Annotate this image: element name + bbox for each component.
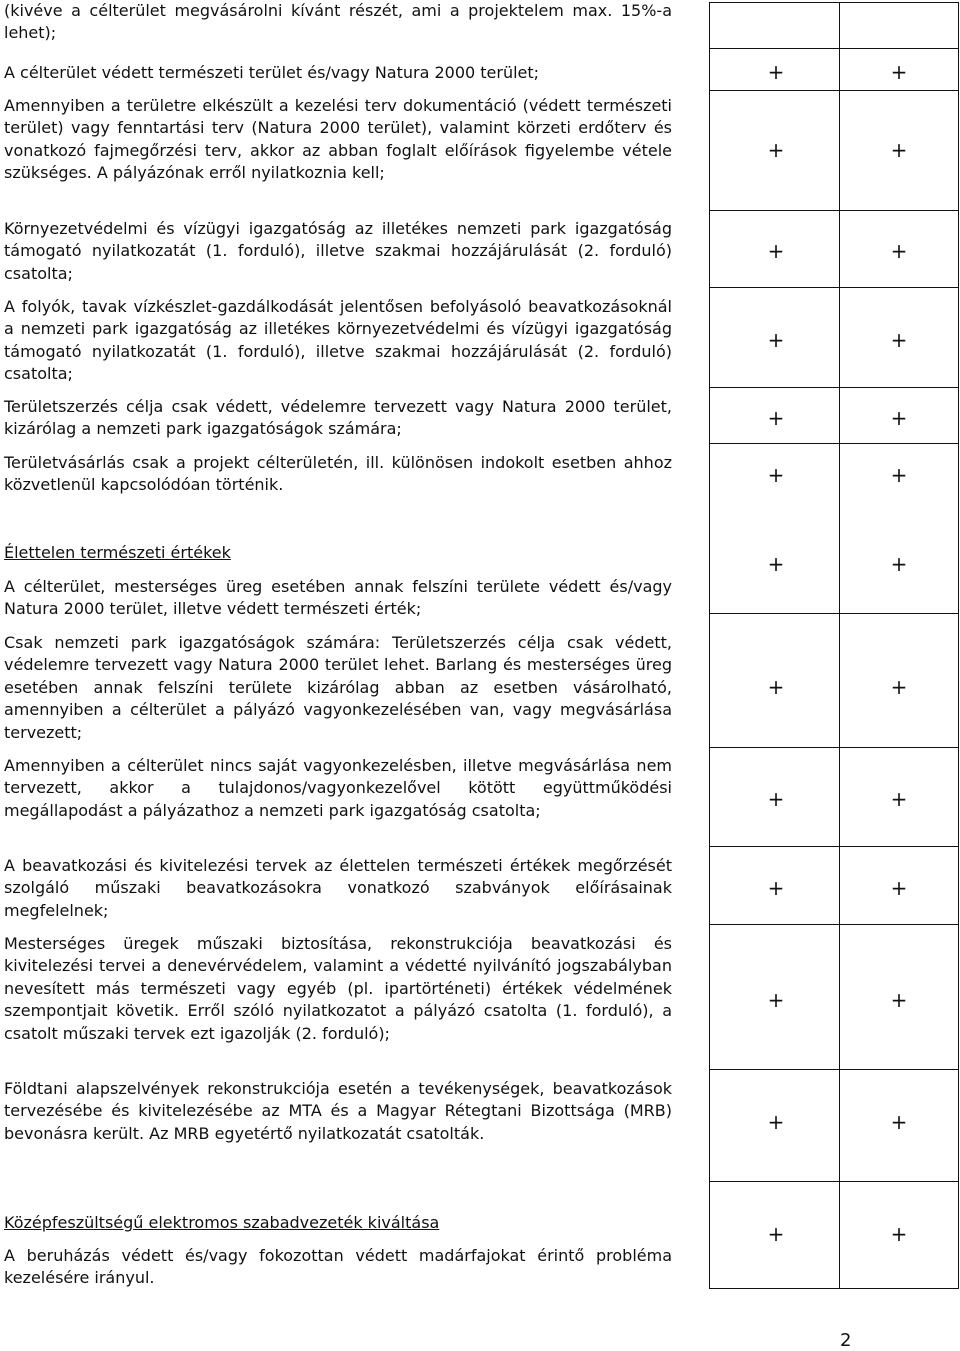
grid-row-line [710,48,958,49]
criterion-mark: + [890,138,908,162]
criterion-mark: + [767,787,785,811]
grid-row-line [710,210,958,211]
criterion-mark: + [767,1222,785,1246]
criterion-mark: + [890,328,908,352]
grid-row-line [710,287,958,288]
text-block-9: Csak nemzeti park igazgatóságok számára: Területszerzés célja csak védett, védelemre tervezett vagy Natura 2000 terület lehet. Barlang és mesterséges üreg esetében annak felszíni területe kizárólag abban az esetben vásárolható, amennyiben a célterület a pályázó vagyonkezelésében van, vagy megvásárlása tervezett; [4,633,672,742]
grid-row-line [710,846,958,847]
grid-column-divider [839,3,840,1288]
grid-row-line [710,1181,958,1182]
criteria-grid [709,2,959,1289]
criterion-mark: + [767,876,785,900]
text-block-7: Területvásárlás csak a projekt célterületén, ill. különösen indokolt esetben ahhoz közvetlenül kapcsolódóan történik. [4,453,672,495]
text-block-13: Földtani alapszelvények rekonstrukciója esetén a tevékenységek, beavatkozások tervezésébe és kivitelezésébe az MTA és a Magyar Rétegtani Bizottsága (MRB) bevonásra került. Az MRB egyetértő nyilatkozatát csatolták. [4,1079,672,1143]
criterion-mark: + [890,406,908,430]
criterion-mark: + [767,463,785,487]
criterion-mark: + [890,1222,908,1246]
text-block-2: A célterület védett természeti terület és/vagy Natura 2000 terület; [4,63,540,82]
criterion-mark: + [767,675,785,699]
grid-row-line [710,387,958,388]
page-number: 2 [840,1330,852,1351]
text-block-14: A beruházás védett és/vagy fokozottan védett madárfajokat érintő probléma kezelésére irányul. [4,1246,672,1288]
grid-row-line [710,747,958,748]
text-block-8: A célterület, mesterséges üreg esetében annak felszíni területe védett és/vagy Natura 2000 terület, illetve védett természeti érték; [4,577,672,619]
grid-row-line [710,924,958,925]
criterion-mark: + [767,406,785,430]
criterion-mark: + [890,876,908,900]
criterion-mark: + [890,787,908,811]
criterion-mark: + [890,463,908,487]
criterion-mark: + [767,988,785,1012]
criterion-mark: + [890,60,908,84]
criterion-mark: + [890,239,908,263]
criterion-mark: + [890,675,908,699]
section-heading-elettelen: Élettelen természeti értékek [4,543,231,562]
criterion-mark: + [767,60,785,84]
criterion-mark: + [767,328,785,352]
grid-row-line [710,613,958,614]
criterion-mark: + [767,138,785,162]
criterion-mark: + [890,1110,908,1134]
section-heading-kozepfeszultsegu: Középfeszültségű elektromos szabadvezeték kiváltása [4,1213,440,1232]
text-block-10: Amennyiben a célterület nincs saját vagyonkezelésben, illetve megvásárlása nem tervezett, akkor a tulajdonos/vagyonkezelővel kötött együttműködési megállapodást a pályázathoz a nemzeti park igazgatóság csatolta; [4,756,672,820]
criterion-mark: + [767,239,785,263]
text-block-12: Mesterséges üregek műszaki biztosítása, rekonstrukciója beavatkozási és kivitelezési tervei a denevérvédelem, valamint a védetté nyilvánító jogszabályban nevesített más természeti vagy egyéb (pl. ipartörténeti) értékek védelmének szempontjait követik. Erről szóló nyilatkozatot a pályázó csatolta (1. forduló), a csatolt műszaki tervek ezt igazolják (2. forduló); [4,934,672,1043]
grid-row-line [710,1069,958,1070]
grid-row-line [710,90,958,91]
text-block-5: A folyók, tavak vízkészlet-gazdálkodását jelentősen befolyásoló beavatkozásoknál a nemzeti park igazgatóság az illetékes környezetvédelmi és vízügyi igazgatóság támogató nyilatkozatát (1. forduló), illetve szakmai hozzájárulását (2. forduló) csatolta; [4,297,672,384]
text-block-11: A beavatkozási és kivitelezési tervek az élettelen természeti értékek megőrzését szolgáló műszaki beavatkozásokra vonatkozó szabványok előírásainak megfelelnek; [4,856,672,920]
criterion-mark: + [890,552,908,576]
criterion-mark: + [767,552,785,576]
criterion-mark: + [767,1110,785,1134]
text-block-3: Amennyiben a területre elkészült a kezelési terv dokumentáció (védett természeti terület) vagy fenntartási terv (Natura 2000 terület), valamint körzeti erdőterv és vonatkozó fajmegőrzési terv, akkor az abban foglalt előírások figyelembe vétele szükséges. A pályázónak erről nyilatkoznia kell; [4,96,672,183]
grid-row-line [710,443,958,444]
text-block-1: (kivéve a célterület megvásárolni kívánt részét, ami a projektelem max. 15%-a lehet); [4,1,672,43]
criterion-mark: + [890,988,908,1012]
text-block-4: Környezetvédelmi és vízügyi igazgatóság az illetékes nemzeti park igazgatóság támogató nyilatkozatát (1. forduló), illetve szakmai hozzájárulását (2. forduló) csatolta; [4,219,672,283]
text-block-6: Területszerzés célja csak védett, védelemre tervezett vagy Natura 2000 terület, kizárólag a nemzeti park igazgatóságok számára; [4,397,672,439]
